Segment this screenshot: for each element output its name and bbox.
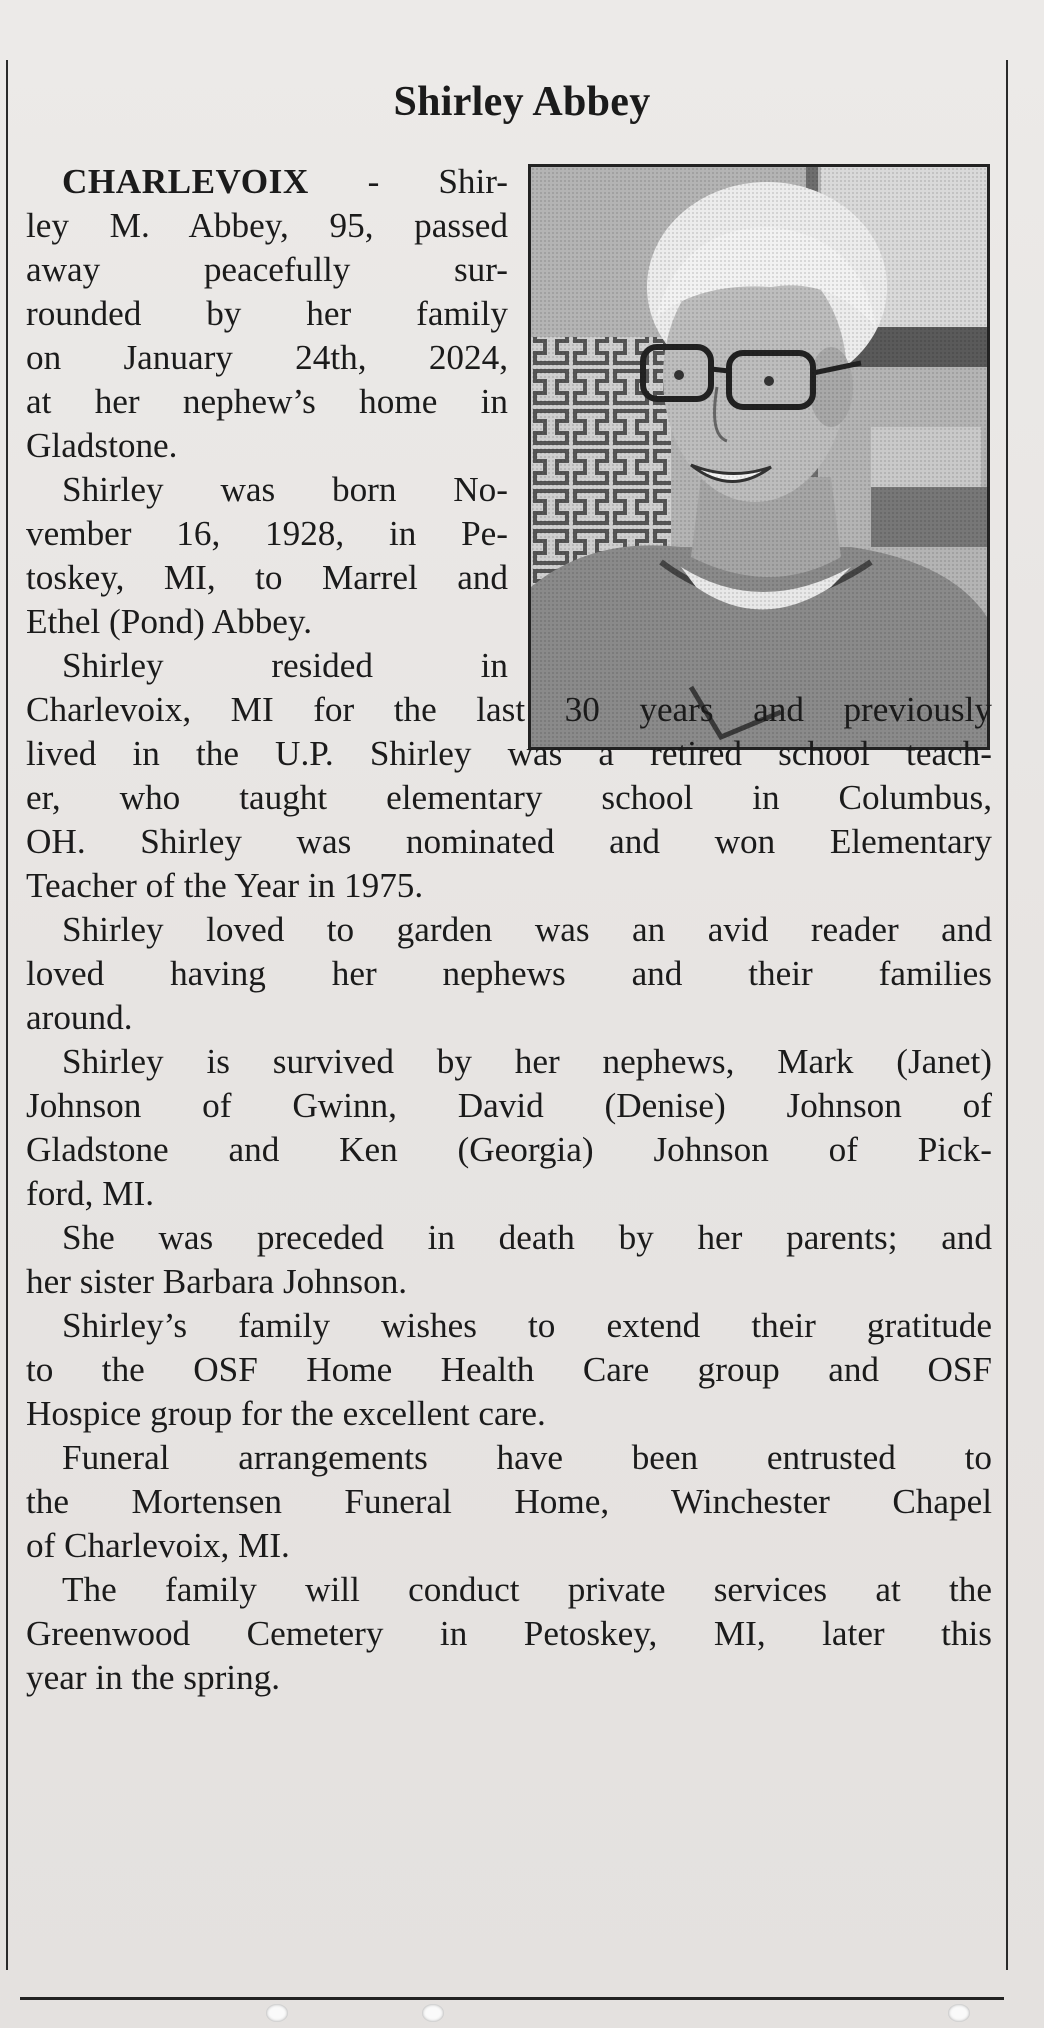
body-line: year in the spring. <box>26 1658 281 1697</box>
tape-mark <box>422 2004 444 2022</box>
column-rule-right <box>1006 60 1008 1970</box>
body-line: er, who taught elementary school in Columbus, <box>26 778 992 817</box>
body-line: her sister Barbara Johnson. <box>26 1262 408 1301</box>
intro-line: CHARLEVOIX - Shir- <box>62 162 508 201</box>
dateline: CHARLEVOIX <box>62 162 309 201</box>
obituary-headline: Shirley Abbey <box>393 79 651 125</box>
born-line: Shirley was born No- <box>62 470 508 509</box>
tape-mark <box>266 2004 288 2022</box>
body-line: Teacher of the Year in 1975. <box>26 866 424 905</box>
body-line: Funeral arrangements have been entrusted to <box>62 1438 992 1477</box>
body-line: She was preceded in death by her parents; and <box>62 1218 992 1257</box>
body-line: Greenwood Cemetery in Petoskey, MI, later this <box>26 1614 992 1653</box>
intro-line: rounded by her family <box>26 294 508 333</box>
column-rule-left <box>6 60 8 1970</box>
body-line: OH. Shirley was nominated and won Elementary <box>26 822 992 861</box>
body-line: Charlevoix, MI for the last 30 years and previously <box>26 690 992 729</box>
body-line: to the OSF Home Health Care group and OSF <box>26 1350 992 1389</box>
intro-line: at her nephew’s home in <box>26 382 508 421</box>
intro-line: ley M. Abbey, 95, passed <box>26 206 508 245</box>
intro-line: Gladstone. <box>26 426 178 465</box>
body-line: lived in the U.P. Shirley was a retired school teach- <box>26 734 992 773</box>
body-line: loved having her nephews and their families <box>26 954 992 993</box>
born-line: toskey, MI, to Marrel and <box>26 558 508 597</box>
bottom-rule <box>20 1997 1004 2000</box>
born-line: Ethel (Pond) Abbey. <box>26 602 313 641</box>
born-line: vember 16, 1928, in Pe- <box>26 514 508 553</box>
tape-mark <box>948 2004 970 2022</box>
body-line: Gladstone and Ken (Georgia) Johnson of Pick- <box>26 1130 992 1169</box>
body-line: the Mortensen Funeral Home, Winchester Chapel <box>26 1482 992 1521</box>
body-line: around. <box>26 998 133 1037</box>
obituary-body <box>26 160 992 1700</box>
resided-line: Shirley resided in <box>62 646 508 685</box>
body-line: Shirley’s family wishes to extend their gratitude <box>62 1306 992 1345</box>
body-line: Shirley is survived by her nephews, Mark (Janet) <box>62 1042 992 1081</box>
body-line: Shirley loved to garden was an avid reader and <box>62 910 992 949</box>
body-line: ford, MI. <box>26 1174 155 1213</box>
body-line: Johnson of Gwinn, David (Denise) Johnson of <box>26 1086 992 1125</box>
body-line: of Charlevoix, MI. <box>26 1526 290 1565</box>
intro-line: on January 24th, 2024, <box>26 338 508 377</box>
body-line: The family will conduct private services at the <box>62 1570 992 1609</box>
intro-line: away peacefully sur- <box>26 250 508 289</box>
body-line: Hospice group for the excellent care. <box>26 1394 546 1433</box>
